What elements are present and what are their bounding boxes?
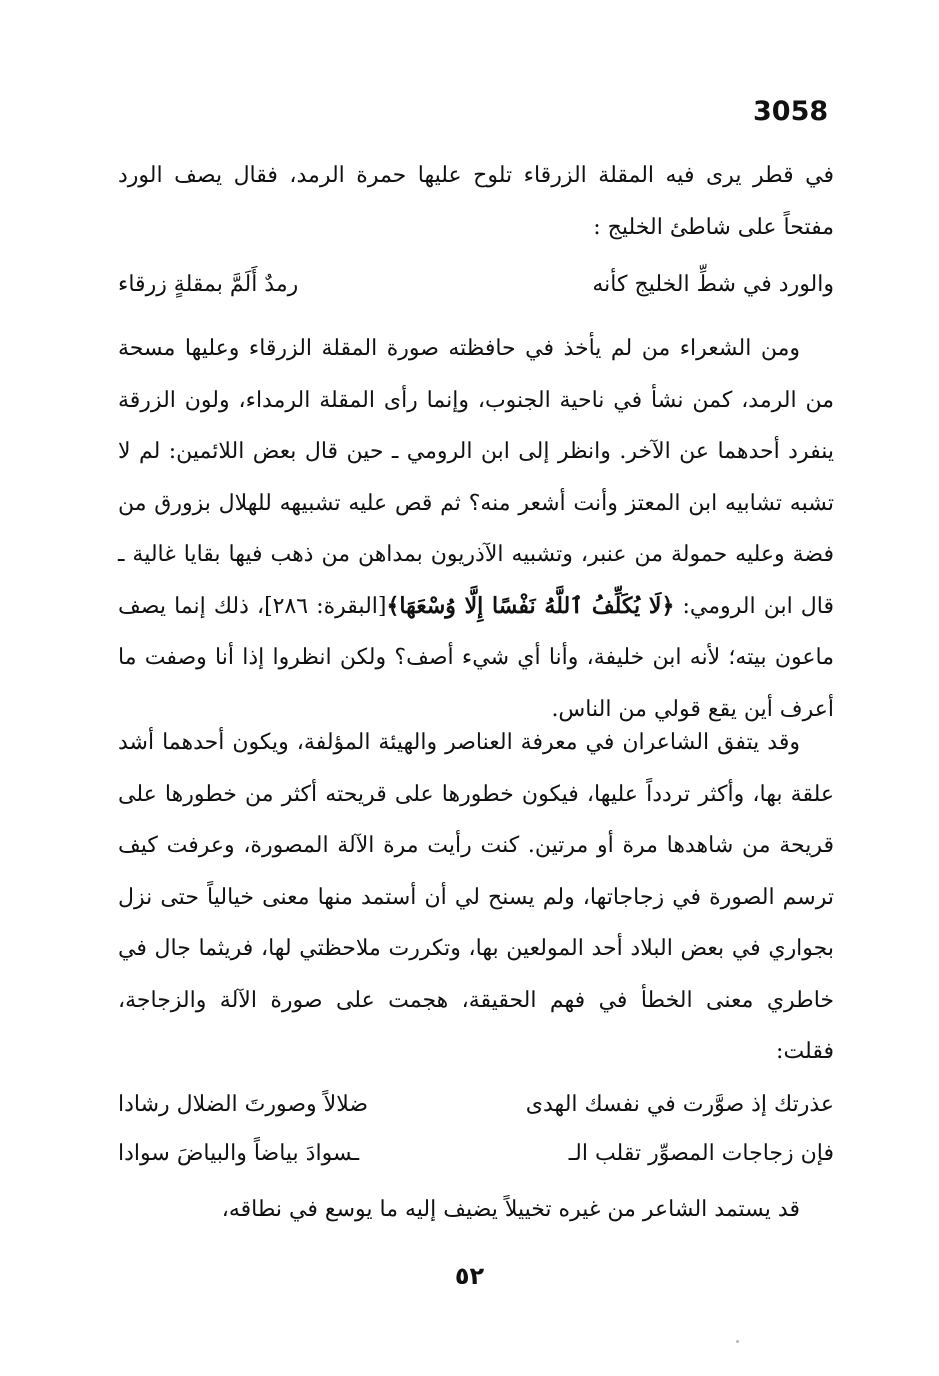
- page-number-top: 3058: [753, 96, 829, 127]
- verse-line: [118, 1134, 834, 1174]
- paragraph-body: ومن الشعراء من لم يأخذ في حافظته صورة المقلة الزرقاء وعليها مسحة من الرمد، كمن نشأ في ناحية الجنوب، وإنما رأى المقلة الرمداء، ولون الزرقة ينفرد أحدهما عن الآخر. وانظر إلى ابن الرومي ـ حين قال بعض اللائمين: لم لا تشبه تشابيه ابن المعتز وأنت أشعر منه؟ ثم قص عليه تشبيهه للهلال بزورق من فضة وعليه حمولة من عنبر، وتشبيه الآذريون بمداهن من ذهب فيها بقايا غالية ـ قال ابن الرومي:: [118, 336, 834, 619]
- paragraph-intro: [118, 150, 834, 253]
- page-number-bottom: ٥٢: [454, 1262, 485, 1290]
- paragraph-poets: [118, 717, 834, 1078]
- verse-first-hemistich: فإن زجاجات المصوِّر تقلب الـ: [568, 1141, 834, 1166]
- paragraph-text: في قطر يرى فيه المقلة الزرقاء تلوح عليها حمرة الرمد، فقال يصف الورد مفتحاً على شاطئ الخليج :: [118, 163, 834, 240]
- verse-second-hemistich: رمدٌ أَلَمَّ بمقلةٍ زرقاء: [118, 272, 299, 297]
- paragraph-closing: [118, 1184, 834, 1236]
- verse-first-hemistich: عذرتك إذ صوَّرت في نفسك الهدى: [525, 1092, 834, 1117]
- paragraph-text: قد يستمد الشاعر من غيره تخييلاً يضيف إليه ما يوسع في نطاقه،: [221, 1197, 800, 1222]
- paragraph-ibn-rumi: [118, 323, 834, 735]
- quran-citation: [البقرة: ٢٨٦]،: [256, 593, 387, 619]
- scan-speck: [736, 1340, 739, 1343]
- verse-second-hemistich: ضلالاً وصورتَ الضلال رشادا: [118, 1092, 369, 1117]
- paragraph-text: [118, 323, 834, 735]
- verse-first-hemistich: والورد في شطِّ الخليج كأنه: [592, 272, 834, 297]
- quran-verse: ﴿لَا يُكَلِّفُ ٱللَّهُ نَفْسًا إِلَّا وُسْعَهَا﴾: [386, 592, 675, 619]
- paragraph-text: وقد يتفق الشاعران في معرفة العناصر والهيئة المؤلفة، ويكون أحدهما أشد علقة بها، وأكثر تردداً عليها، فيكون خطورها على قريحته أكثر من خطورها على قريحة من شاهدها مرة أو مرتين. كنت رأيت مرة الآلة المصورة، وعرفت كيف ترسم الصورة في زجاجاتها، ولم يسنح لي أن أستمد منها معنى خيالياً حتى نزل بجواري في بعض البلاد أحد المولعين بها، وتكررت ملاحظتي لها، فريثما جال في خاطري معنى الخطأ في فهم الحقيقة، هجمت على صورة الآلة والزجاجة، فقلت:: [118, 730, 834, 1064]
- verse-line: [118, 265, 834, 305]
- paragraph-continuation: ذلك إنما يصف ماعون بيته؛ لأنه ابن خليفة، وأنا أي شيء أصف؟ ولكن انظروا إذا أنا وصفت ما أعرف أين يقع قولي من الناس.: [118, 593, 834, 722]
- verse-second-hemistich: ـسوادَ بياضاً والبياضَ سوادا: [118, 1141, 360, 1166]
- verse-line: [118, 1085, 834, 1125]
